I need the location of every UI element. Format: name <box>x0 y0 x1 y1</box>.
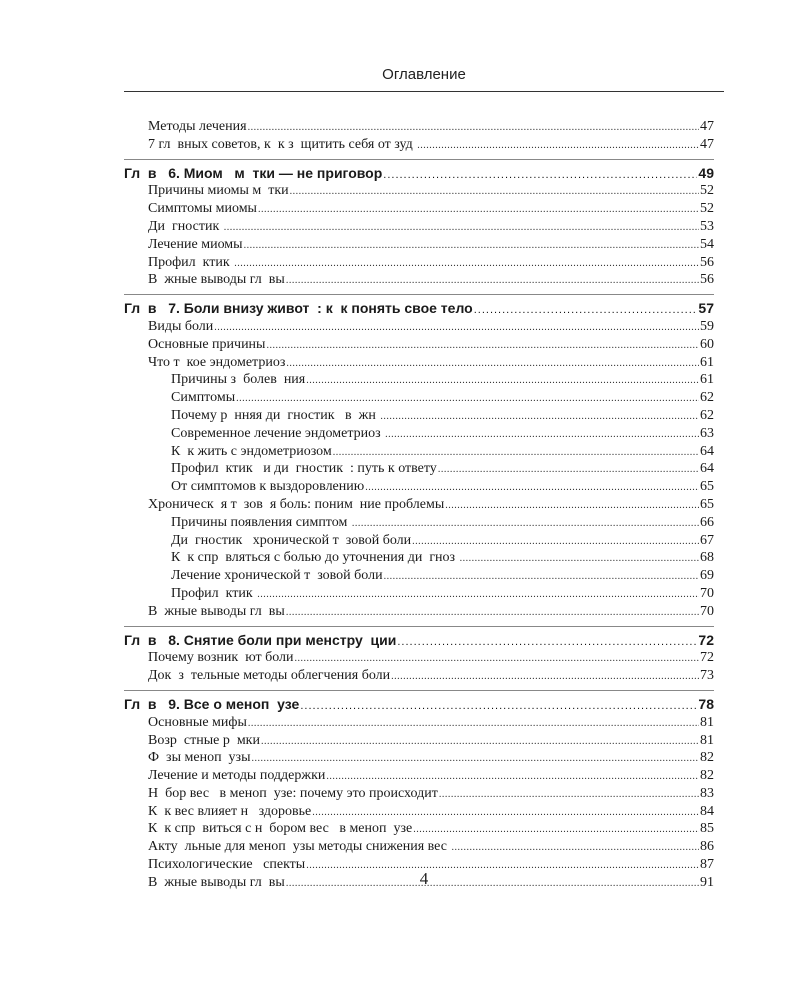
toc-dot-leader <box>234 255 699 273</box>
chapter-separator <box>124 626 714 627</box>
page-number: 4 <box>419 869 429 888</box>
toc-entry-page: 60 <box>700 336 714 352</box>
toc-dot-leader <box>451 839 699 857</box>
chapter-heading-title: Гл в 9. Все о меноп узе <box>124 695 300 712</box>
toc-entry-title: В жные выводы гл вы <box>148 603 285 619</box>
toc-entry[interactable] <box>124 803 714 821</box>
toc-entry-page: 56 <box>700 254 714 270</box>
toc-entry-page: 52 <box>700 183 714 199</box>
toc-dot-leader <box>385 426 699 444</box>
toc-entry-page: 70 <box>700 603 714 619</box>
toc-subentry-title: Почему р нняя ди гностик в жн <box>171 407 380 423</box>
chapters-list <box>124 159 714 892</box>
toc-dot-leader <box>438 461 699 479</box>
toc-dot-leader <box>380 408 699 426</box>
toc-entry-title: Ди гностик <box>148 218 223 234</box>
toc-entry-page: 65 <box>700 496 714 512</box>
toc-entry-title: Профил ктик <box>148 254 234 270</box>
toc-entry-title: Возр стные р мки <box>148 732 260 748</box>
running-header: Оглавление <box>382 66 466 83</box>
toc-subentry[interactable] <box>124 532 714 550</box>
toc-subentry-page: 61 <box>700 372 714 388</box>
toc-dot-leader <box>286 272 699 290</box>
toc-dot-leader <box>326 768 699 786</box>
toc-dot-leader <box>413 821 699 839</box>
header-rule <box>124 91 724 92</box>
toc-subentry-title: Причины появления симптом <box>171 514 351 530</box>
toc-entry-page: 82 <box>700 768 714 784</box>
toc-dot-leader <box>248 119 699 137</box>
toc-entry-page: 72 <box>700 650 714 666</box>
toc-dot-leader <box>333 444 699 462</box>
toc-dot-leader <box>460 550 699 568</box>
toc-dot-leader <box>412 533 699 551</box>
toc-entry[interactable] <box>124 236 714 254</box>
toc-dot-leader <box>252 750 700 768</box>
toc-subentry[interactable] <box>124 389 714 407</box>
toc-entry-title: Методы лечения <box>148 119 247 134</box>
toc-dot-leader <box>266 337 699 355</box>
toc-subentry[interactable] <box>124 407 714 425</box>
toc-subentry-page: 69 <box>700 568 714 584</box>
toc-entry-title: Лечение миомы <box>148 236 243 252</box>
toc-subentry-page: 65 <box>700 479 714 495</box>
toc-subentry[interactable] <box>124 371 714 389</box>
toc-dot-leader <box>257 586 699 604</box>
toc-dot-leader <box>306 372 699 390</box>
toc-subentry-title: Профил ктик и ди гностик : путь к ответу <box>171 461 437 477</box>
toc-subentry-title: Причины з болев ния <box>171 372 306 388</box>
toc-entry-title: Ф зы меноп узы <box>148 750 251 766</box>
toc-dot-leader <box>474 302 698 320</box>
toc-subentry-title: Современное лечение эндометриоз <box>171 425 385 441</box>
toc-subentry[interactable] <box>124 443 714 461</box>
toc-entry[interactable] <box>124 336 714 354</box>
toc-subentry-title: Профил ктик <box>171 585 257 601</box>
toc-dot-leader <box>445 497 699 515</box>
toc-entry-title: Н бор вес в меноп узе: почему это происходит <box>148 785 438 801</box>
toc-dot-leader <box>383 167 697 185</box>
toc-entry[interactable] <box>124 820 714 838</box>
toc-dot-leader <box>300 698 697 716</box>
toc-entry[interactable] <box>124 838 714 856</box>
toc-entry-title: Лечение и методы поддержки <box>148 768 326 784</box>
toc-subentry-page: 62 <box>700 407 714 423</box>
toc-dot-leader <box>224 219 699 237</box>
toc-entry[interactable] <box>124 271 714 289</box>
toc-entry[interactable] <box>124 354 714 372</box>
toc-subentry-title: Ди гностик хронической т зовой боли <box>171 532 412 548</box>
toc-subentry-page: 68 <box>700 550 714 566</box>
toc-entry[interactable] <box>124 118 714 136</box>
toc-subentry[interactable] <box>124 585 714 603</box>
toc-entry-page: 85 <box>700 821 714 837</box>
toc-entry[interactable] <box>124 603 714 621</box>
toc-entry[interactable] <box>124 732 714 750</box>
toc-dot-leader <box>365 479 699 497</box>
toc-dot-leader <box>258 201 699 219</box>
toc-entry-page: 47 <box>700 136 714 152</box>
toc-entry-page: 59 <box>700 318 714 334</box>
toc-entry-title: К к вес влияет н здоровье <box>148 803 312 819</box>
toc-entry-title: Док з тельные методы облегчения боли <box>148 668 391 684</box>
toc-entry[interactable] <box>124 254 714 272</box>
chapter-heading-page: 78 <box>698 695 714 712</box>
toc-subentry[interactable] <box>124 425 714 443</box>
toc-dot-leader <box>236 390 699 408</box>
chapter-heading[interactable] <box>124 696 714 714</box>
toc-entry-page: 81 <box>700 732 714 748</box>
toc-subentry-page: 66 <box>700 514 714 530</box>
toc-entry-page: 56 <box>700 272 714 288</box>
toc-subentry[interactable] <box>124 567 714 585</box>
toc-entry-page: 53 <box>700 218 714 234</box>
chapter-heading[interactable] <box>124 165 714 183</box>
toc-entry[interactable] <box>124 785 714 803</box>
toc-entry-title: Причины миомы м тки <box>148 183 289 199</box>
toc-entry-page: 82 <box>700 750 714 766</box>
toc-subentry[interactable] <box>124 514 714 532</box>
toc-entry-page: 47 <box>700 119 714 134</box>
toc-entry[interactable] <box>124 714 714 732</box>
chapter-heading-title: Гл в 6. Миом м тки — не приговор <box>124 164 383 181</box>
toc-dot-leader <box>290 183 699 201</box>
toc-entry-title: Основные причины <box>148 336 266 352</box>
toc-dot-leader <box>286 604 699 622</box>
toc-subentry-page: 70 <box>700 585 714 601</box>
toc-entry[interactable] <box>124 182 714 200</box>
toc-entry-page: 52 <box>700 201 714 217</box>
toc-entry[interactable] <box>124 767 714 785</box>
toc-dot-leader <box>397 634 697 652</box>
toc-entry-title: Хроническ я т зов я боль: поним ние проблемы <box>148 496 445 512</box>
toc-dot-leader <box>295 650 699 668</box>
toc-entry-title: Что т кое эндометриоз <box>148 354 286 370</box>
toc-entry-title: В жные выводы гл вы <box>148 272 285 288</box>
toc-entry-title: 7 гл вных советов, к к з щитить себя от зуд <box>148 136 417 152</box>
table-of-contents <box>124 118 714 892</box>
toc-entry[interactable] <box>124 496 714 514</box>
chapter-separator <box>124 690 714 691</box>
toc-entry[interactable] <box>124 667 714 685</box>
chapter-heading-title: Гл в 8. Снятие боли при менстру ции <box>124 631 397 648</box>
toc-dot-leader <box>214 319 699 337</box>
toc-entry-page: 61 <box>700 354 714 370</box>
toc-dot-leader <box>439 786 699 804</box>
toc-entry-title: Акту льные для меноп узы методы снижения вес <box>148 839 451 855</box>
toc-dot-leader <box>286 355 699 373</box>
chapter-heading-page: 72 <box>698 631 714 648</box>
toc-dot-leader <box>384 568 699 586</box>
toc-entry-title: В жные выводы гл вы <box>148 874 285 890</box>
toc-entry-page: 73 <box>700 668 714 684</box>
toc-dot-leader <box>391 668 699 686</box>
toc-entry-title: Симптомы миомы <box>148 201 257 217</box>
toc-dot-leader <box>417 137 699 155</box>
toc-entry[interactable] <box>124 200 714 218</box>
toc-entry-page: 54 <box>700 236 714 252</box>
toc-subentry[interactable] <box>124 460 714 478</box>
toc-entry-title: Основные мифы <box>148 714 247 730</box>
toc-dot-leader <box>312 804 699 822</box>
toc-dot-leader <box>261 733 699 751</box>
toc-dot-leader <box>248 715 699 733</box>
toc-entry-page: 87 <box>700 857 714 873</box>
toc-subentry-page: 67 <box>700 532 714 548</box>
toc-entry[interactable] <box>124 218 714 236</box>
toc-entry[interactable] <box>124 136 714 154</box>
toc-entry-title: Психологические спекты <box>148 857 306 873</box>
toc-entry-page: 91 <box>700 874 714 890</box>
chapter-separator <box>124 294 714 295</box>
chapter-heading[interactable] <box>124 632 714 650</box>
toc-entry-title: К к спр виться с н бором вес в меноп узе <box>148 821 413 837</box>
toc-subentry[interactable] <box>124 549 714 567</box>
toc-subentry[interactable] <box>124 478 714 496</box>
toc-subentry-page: 64 <box>700 461 714 477</box>
chapter-heading-page: 49 <box>698 164 714 181</box>
toc-subentry-page: 63 <box>700 425 714 441</box>
toc-subentry-page: 64 <box>700 443 714 459</box>
chapter-heading-page: 57 <box>698 300 714 317</box>
toc-entry-page: 84 <box>700 803 714 819</box>
toc-subentry-title: К к жить с эндометриозом <box>171 443 332 459</box>
toc-dot-leader <box>352 515 699 533</box>
toc-entry-page: 86 <box>700 839 714 855</box>
chapter-separator <box>124 159 714 160</box>
chapter-heading-title: Гл в 7. Боли внизу живот : к к понять свое тело <box>124 300 473 317</box>
toc-entry[interactable] <box>124 749 714 767</box>
toc-subentry-title: Симптомы <box>171 390 236 406</box>
toc-subentry-title: К к спр вляться с болью до уточнения ди гноз <box>171 550 459 566</box>
toc-entry-title: Виды боли <box>148 318 214 334</box>
toc-dot-leader <box>244 237 699 255</box>
toc-subentry-page: 62 <box>700 390 714 406</box>
toc-entry[interactable] <box>124 318 714 336</box>
chapter-heading[interactable] <box>124 300 714 318</box>
toc-entry-page: 81 <box>700 714 714 730</box>
toc-entry[interactable] <box>124 649 714 667</box>
toc-subentry-title: Лечение хронической т зовой боли <box>171 568 383 584</box>
toc-entry-title: Почему возник ют боли <box>148 650 294 666</box>
toc-subentry-title: От симптомов к выздоровлению <box>171 479 365 495</box>
toc-entry-page: 83 <box>700 785 714 801</box>
